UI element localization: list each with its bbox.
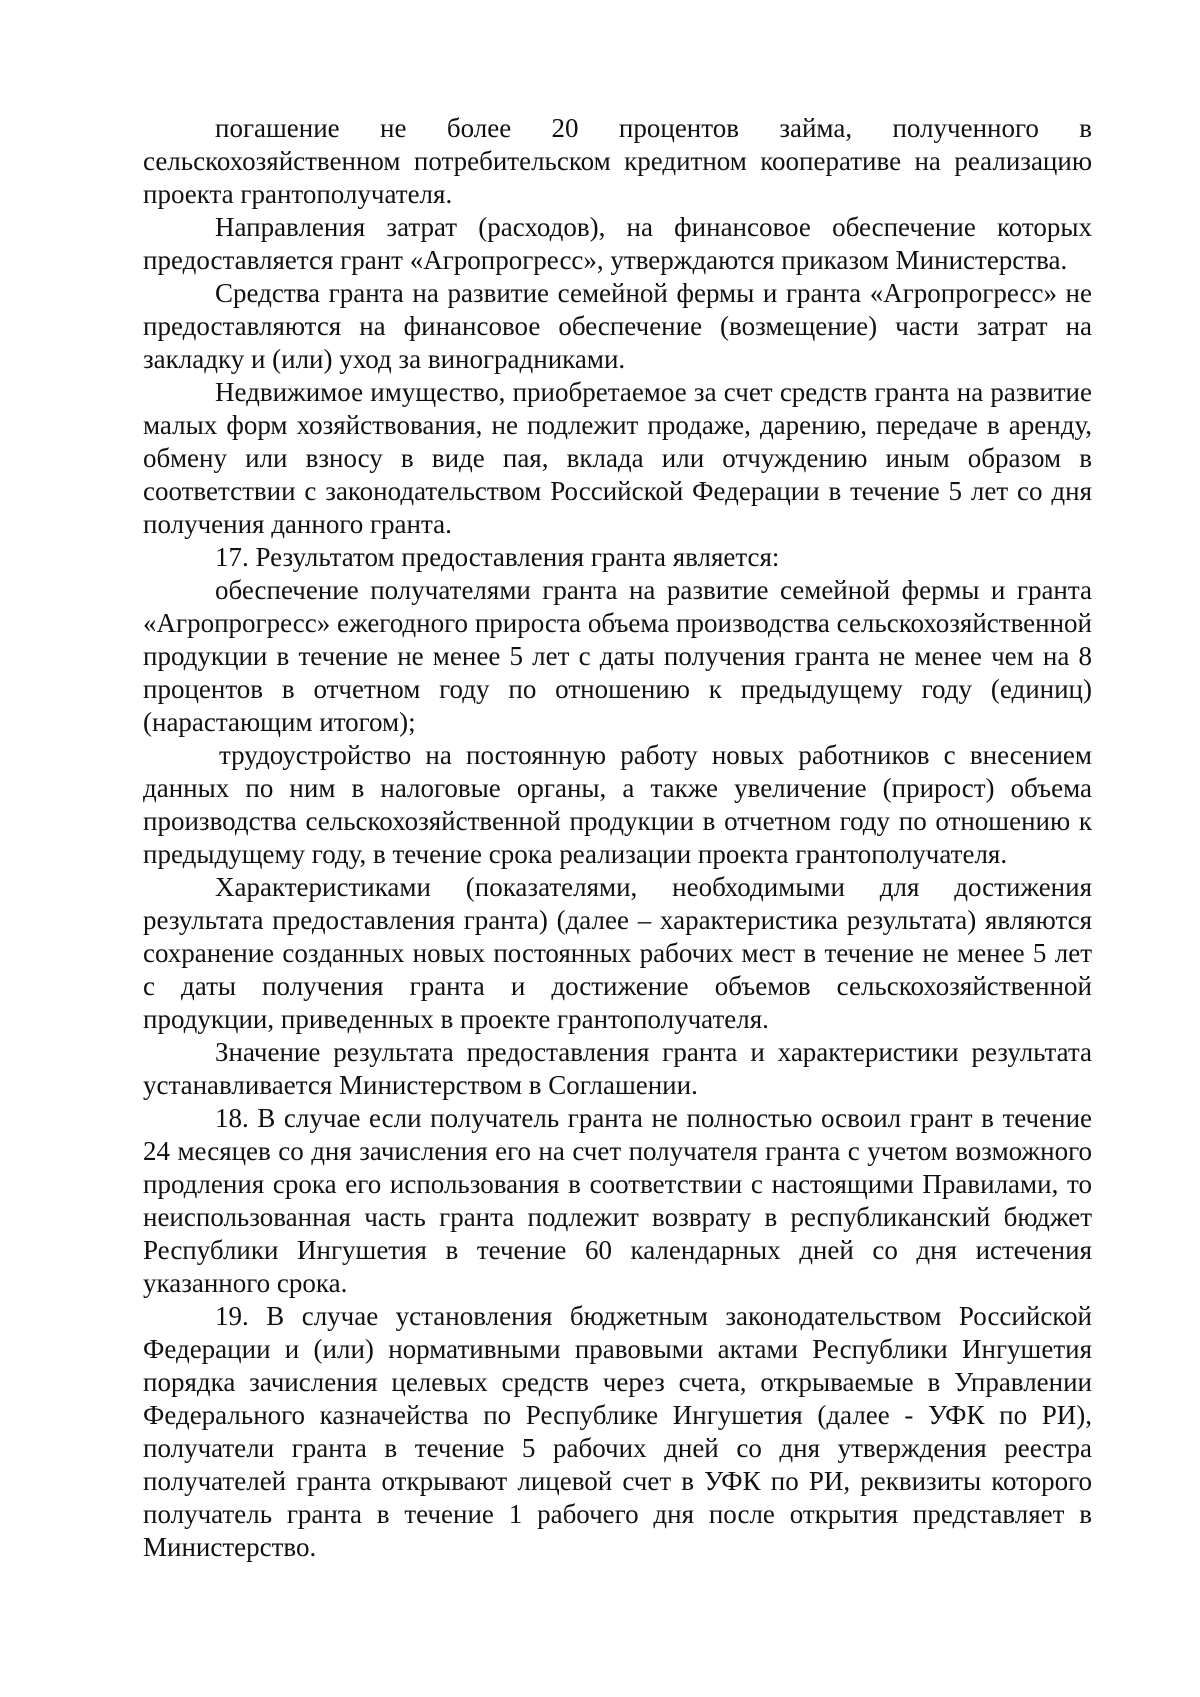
- paragraph-employment: трудоустройство на постоянную работу новых работников с внесением данных по ним в налоговые органы, а также увеличение (прирост) объема производства сельскохозяйственной продукции в отчетном году по отношению к предыдущему году, в течение срока реализации проекта грантополучателя.: [143, 740, 1092, 869]
- paragraph-loan-repayment: погашение не более 20 процентов займа, полученного в сельскохозяйственном потребительском кредитном кооперативе на реализацию проекта грантополучателя.: [143, 113, 1092, 209]
- paragraph-characteristics: Характеристиками (показателями, необходимыми для достижения результата предоставления гранта) (далее – характеристика результата) являются сохранение созданных новых постоянных рабочих мест в течение не менее 5 лет с даты получения гранта и достижение объемов сельскохозяйственной продукции, приведенных в проекте грантополучателя.: [143, 872, 1092, 1034]
- paragraph-17-heading: 17. Результатом предоставления гранта является:: [215, 542, 780, 572]
- paragraph-result-value: Значение результата предоставления гранта и характеристики результата устанавливается Министерством в Соглашении.: [143, 1037, 1092, 1100]
- paragraph-real-estate-restriction: Недвижимое имущество, приобретаемое за счет средств гранта на развитие малых форм хозяйствования, не подлежит продаже, дарению, передаче в аренду, обмену или взносу в виде пая, вклада или отчуждению иным образом в соответствии с законодательством Российской Федерации в течение 5 лет со дня получения данного гранта.: [143, 377, 1092, 539]
- paragraph-19-treasury-accounts: 19. В случае установления бюджетным законодательством Российской Федерации и (или) нормативными правовыми актами Республики Ингушетия порядка зачисления целевых средств через счета, открываемые в Управлении Федерального казначейства по Республике Ингушетия (далее - УФК по РИ), получатели гранта в течение 5 рабочих дней со дня утверждения реестра получателей гранта открывают лицевой счет в УФК по РИ, реквизиты которого получатель гранта в течение 1 рабочего дня после открытия представляет в Министерство.: [143, 1301, 1092, 1562]
- paragraph-vineyards-exclusion: Средства гранта на развитие семейной фермы и гранта «Агропрогресс» не предоставляются на финансовое обеспечение (возмещение) части затрат на закладку и (или) уход за виноградниками.: [143, 278, 1092, 374]
- paragraph-production-growth: обеспечение получателями гранта на развитие семейной фермы и гранта «Агропрогресс» ежегодного прироста объема производства сельскохозяйственной продукции в течение не менее 5 лет с даты получения гранта не менее чем на 8 процентов в отчетном году по отношению к предыдущему году (единиц) (нарастающим итогом);: [143, 575, 1092, 737]
- paragraph-cost-directions: Направления затрат (расходов), на финансовое обеспечение которых предоставляется грант «Агропрогресс», утверждаются приказом Министерства.: [143, 212, 1092, 275]
- paragraph-18-grant-return: 18. В случае если получатель гранта не полностью освоил грант в течение 24 месяцев со дня зачисления его на счет получателя гранта с учетом возможного продления срока его использования в соответствии с настоящими Правилами, то неиспользованная часть гранта подлежит возврату в республиканский бюджет Республики Ингушетия в течение 60 календарных дней со дня истечения указанного срока.: [143, 1103, 1092, 1298]
